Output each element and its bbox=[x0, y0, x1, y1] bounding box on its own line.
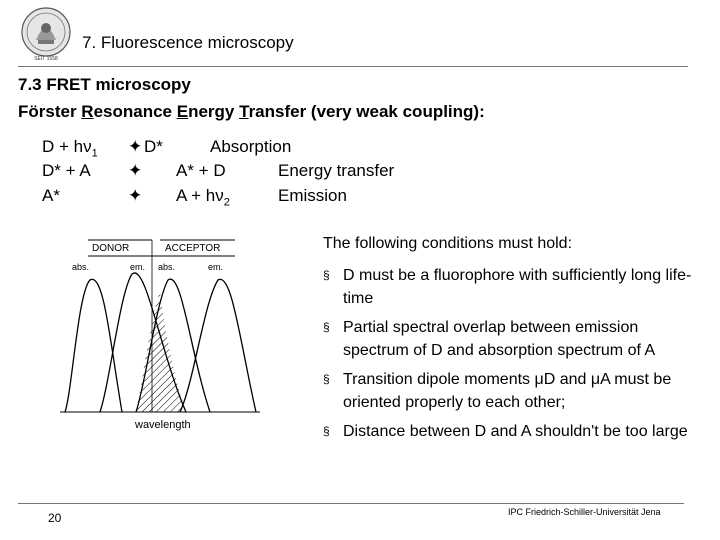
equation-2-label: Energy transfer bbox=[278, 161, 395, 180]
reaction-arrow-icon: ✦ bbox=[128, 186, 143, 205]
wavelength-axis-label: wavelength bbox=[135, 419, 191, 431]
condition-item: § Distance between D and A shouldn't be too large bbox=[323, 420, 708, 443]
donor-em-label: em. bbox=[130, 262, 146, 272]
condition-item: § Transition dipole moments μD and μA must be oriented properly to each other; bbox=[323, 368, 708, 414]
header-title: 7. Fluorescence microscopy bbox=[82, 33, 294, 52]
footer-organization: IPC Friedrich-Schiller-Universität Jena bbox=[508, 507, 661, 517]
donor-abs-label: abs. bbox=[72, 262, 90, 272]
equation-1-right: D* bbox=[144, 137, 163, 156]
page-number: 20 bbox=[48, 511, 62, 525]
university-seal-logo bbox=[18, 6, 74, 62]
subtitle: Förster Resonance Energy Transfer (very weak coupling): bbox=[18, 102, 485, 121]
acceptor-emission-curve bbox=[180, 279, 256, 412]
footer-divider bbox=[18, 503, 684, 504]
bullet-icon: § bbox=[323, 320, 330, 334]
condition-item: § D must be a fluorophore with sufficiently long life-time bbox=[323, 264, 708, 310]
equation-3-left: A* bbox=[42, 186, 60, 205]
equation-2-left: D* + A bbox=[42, 161, 91, 180]
equation-3-right: $A + h\nu_2$ bbox=[176, 186, 230, 209]
acceptor-em-label: em. bbox=[208, 262, 224, 272]
acceptor-label: ACCEPTOR bbox=[165, 243, 221, 254]
bullet-icon: § bbox=[323, 268, 330, 282]
bullet-icon: § bbox=[323, 424, 330, 438]
equation-1-label: Absorption bbox=[210, 137, 292, 156]
acceptor-abs-label: abs. bbox=[158, 262, 176, 272]
bullet-icon: § bbox=[323, 372, 330, 386]
donor-label: DONOR bbox=[92, 243, 130, 254]
reaction-arrow-icon: ✦ bbox=[128, 137, 143, 156]
equation-2-right: A* + D bbox=[176, 161, 226, 180]
equation-3-label: Emission bbox=[278, 186, 347, 205]
header-divider bbox=[18, 66, 688, 67]
spectral-overlap-diagram bbox=[60, 232, 320, 432]
conditions-heading: The following conditions must hold: bbox=[323, 235, 573, 252]
seal-text: SEIT 1558 bbox=[34, 56, 58, 62]
equation-1-left: $D + h\nu_1$ bbox=[42, 137, 98, 160]
reaction-arrow-icon: ✦ bbox=[128, 161, 143, 180]
section-title: 7.3 FRET microscopy bbox=[18, 75, 191, 94]
condition-item: § Partial spectral overlap between emission spectrum of D and absorption spectrum of A bbox=[323, 316, 708, 362]
